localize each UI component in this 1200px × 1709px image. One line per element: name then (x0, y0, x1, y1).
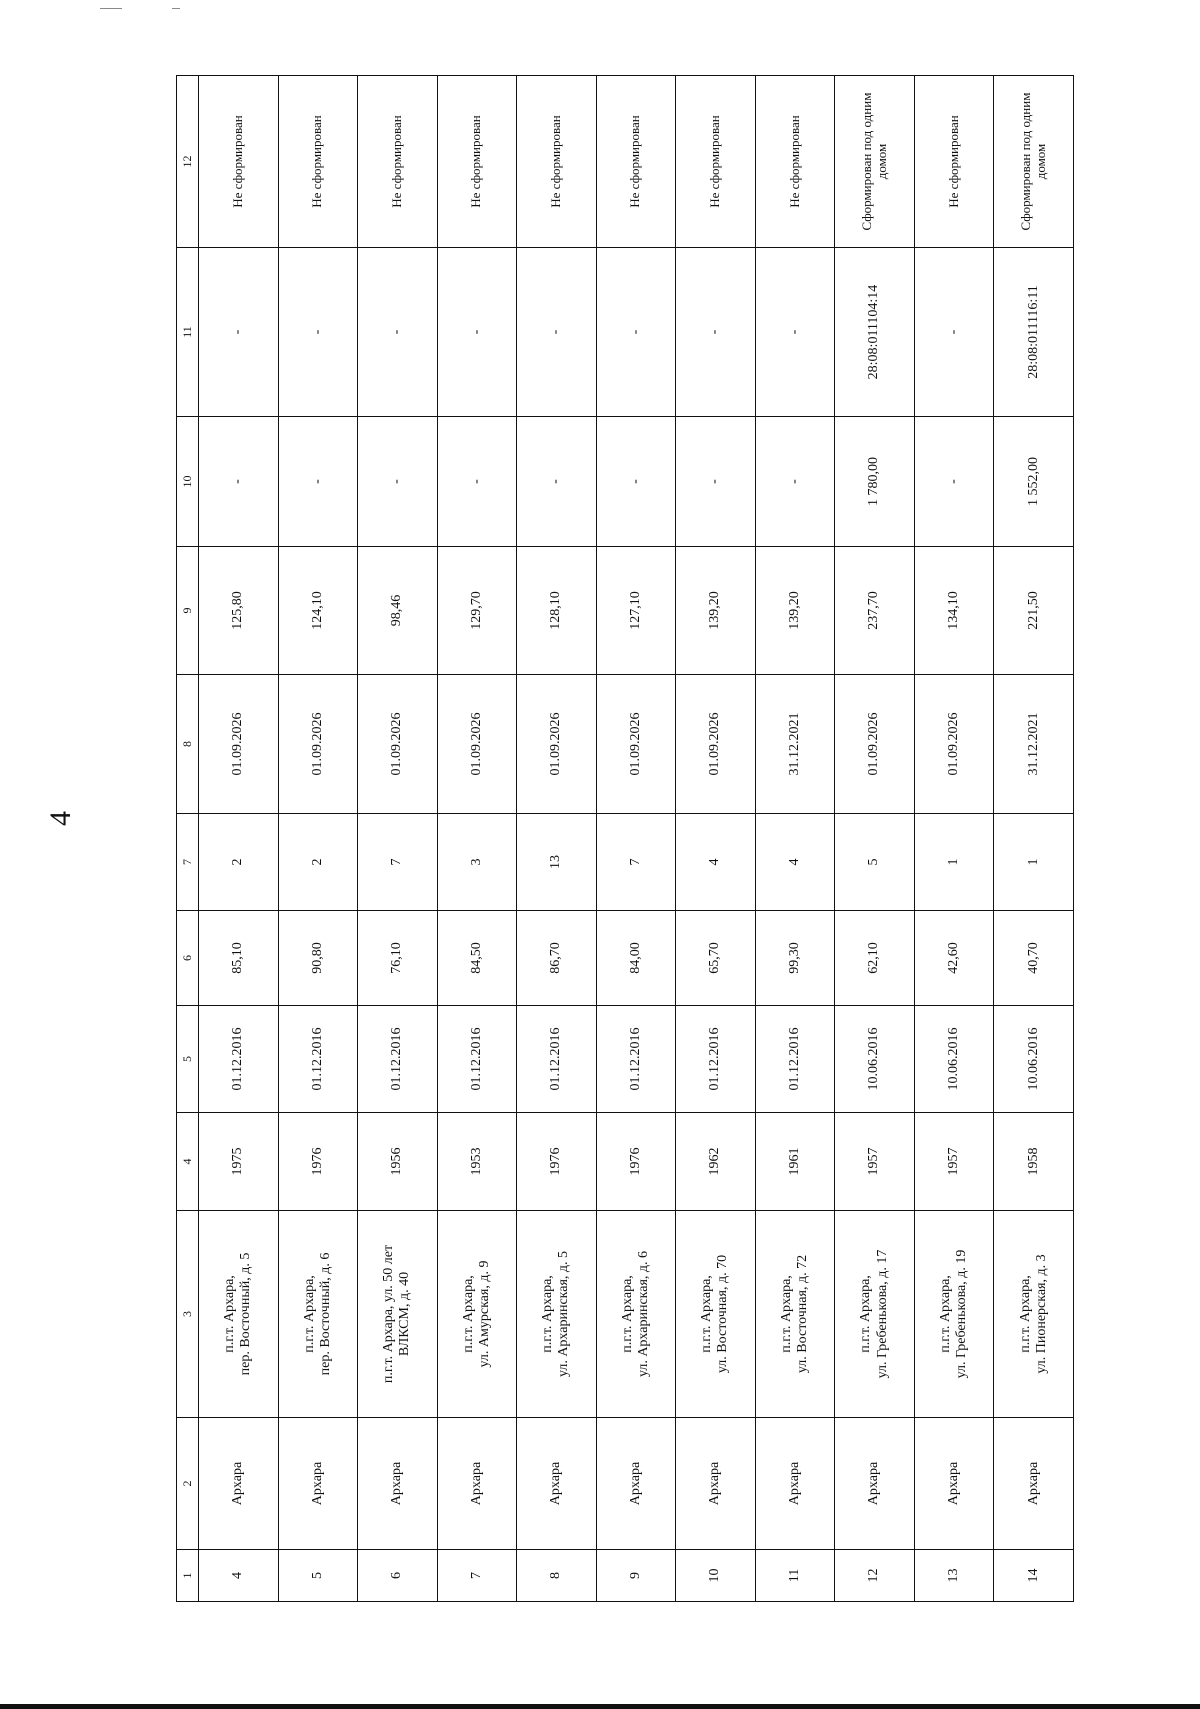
address-cell (358, 1211, 438, 1418)
column-number: 3 (177, 1211, 199, 1418)
residents-cell: 2 (199, 814, 279, 911)
deadline-cell: 01.09.2026 (676, 675, 756, 814)
table-row (437, 76, 517, 1602)
table-row (914, 76, 994, 1602)
cadastral-cell: - (278, 248, 358, 417)
address-cell (835, 1211, 915, 1418)
settlement-cell: Архара (994, 1418, 1074, 1550)
address-cell (994, 1211, 1074, 1418)
settlement-cell: Архара (676, 1418, 756, 1550)
row-number-cell: 10 (676, 1550, 756, 1602)
row-number-cell: 4 (199, 1550, 279, 1602)
residents-cell: 5 (835, 814, 915, 911)
settlement-cell: Архара (755, 1418, 835, 1550)
row-number-cell: 9 (596, 1550, 676, 1602)
area-resettled-cell: 86,70 (517, 911, 597, 1006)
date-recognized-cell: 01.12.2016 (596, 1006, 676, 1113)
settlement-cell: Архара (914, 1418, 994, 1550)
page-number: 4 (44, 811, 77, 826)
area-total-cell: 98,46 (358, 547, 438, 675)
address-line: п.г.т. Архара, (1017, 1275, 1033, 1353)
address-cell (199, 1211, 279, 1418)
residents-cell: 7 (596, 814, 676, 911)
year-cell: 1976 (278, 1113, 358, 1211)
land-area-cell: - (358, 417, 438, 547)
deadline-cell: 01.09.2026 (278, 675, 358, 814)
area-resettled-cell: 99,30 (755, 911, 835, 1006)
area-resettled-cell: 84,00 (596, 911, 676, 1006)
address-cell (437, 1211, 517, 1418)
land-status-cell: Сформирован под одним домом (994, 76, 1074, 248)
settlement-cell: Архара (596, 1418, 676, 1550)
scan-mark (100, 8, 122, 9)
cadastral-cell: - (596, 248, 676, 417)
table-row (835, 76, 915, 1602)
address-line: п.г.т. Архара, (540, 1275, 556, 1353)
deadline-cell: 01.09.2026 (914, 675, 994, 814)
area-resettled-cell: 65,70 (676, 911, 756, 1006)
residents-cell: 4 (755, 814, 835, 911)
address-line: ул. Амурская, д. 9 (476, 1260, 492, 1368)
address-cell (596, 1211, 676, 1418)
scan-mark (172, 8, 180, 9)
address-cell (517, 1211, 597, 1418)
deadline-cell: 31.12.2021 (755, 675, 835, 814)
land-area-cell: - (517, 417, 597, 547)
residents-cell: 4 (676, 814, 756, 911)
table-frame (176, 76, 1074, 1602)
year-cell: 1957 (835, 1113, 915, 1211)
address-line: п.г.т. Архара, ул. 50 лет (381, 1244, 397, 1384)
date-recognized-cell: 10.06.2016 (914, 1006, 994, 1113)
settlement-cell: Архара (517, 1418, 597, 1550)
land-status-cell: Не сформирован (755, 76, 835, 248)
row-number-cell: 11 (755, 1550, 835, 1602)
date-recognized-cell: 01.12.2016 (755, 1006, 835, 1113)
deadline-cell: 01.09.2026 (358, 675, 438, 814)
table-row (199, 76, 279, 1602)
date-recognized-cell: 10.06.2016 (835, 1006, 915, 1113)
area-total-cell: 134,10 (914, 547, 994, 675)
land-area-cell: - (914, 417, 994, 547)
table-row (676, 76, 756, 1602)
land-area-cell: - (676, 417, 756, 547)
settlement-cell: Архара (278, 1418, 358, 1550)
address-line: ул. Архаринская, д. 5 (556, 1250, 572, 1378)
settlement-cell: Архара (358, 1418, 438, 1550)
land-area-cell: 1 552,00 (994, 417, 1074, 547)
date-recognized-cell: 01.12.2016 (517, 1006, 597, 1113)
address-line: ул. Восточная, д. 72 (794, 1254, 810, 1374)
year-cell: 1962 (676, 1113, 756, 1211)
area-total-cell: 237,70 (835, 547, 915, 675)
deadline-cell: 31.12.2021 (994, 675, 1074, 814)
row-number-cell: 6 (358, 1550, 438, 1602)
address-line: п.г.т. Архара, (222, 1275, 238, 1353)
land-status-cell: Не сформирован (437, 76, 517, 248)
deadline-cell: 01.09.2026 (596, 675, 676, 814)
residents-cell: 3 (437, 814, 517, 911)
address-cell (278, 1211, 358, 1418)
cadastral-cell: 28:08:011104:14 (835, 248, 915, 417)
area-total-cell: 139,20 (676, 547, 756, 675)
column-number: 11 (177, 248, 199, 417)
address-line: ул. Архаринская, д. 6 (635, 1250, 651, 1378)
column-number: 10 (177, 417, 199, 547)
residents-cell: 1 (994, 814, 1074, 911)
land-status-cell: Не сформирован (517, 76, 597, 248)
area-total-cell: 125,80 (199, 547, 279, 675)
row-number-cell: 5 (278, 1550, 358, 1602)
address-line: п.г.т. Архара, (619, 1275, 635, 1353)
land-status-cell: Не сформирован (676, 76, 756, 248)
deadline-cell: 01.09.2026 (199, 675, 279, 814)
cadastral-cell: - (358, 248, 438, 417)
table-row (596, 76, 676, 1602)
settlement-cell: Архара (437, 1418, 517, 1550)
address-line: ВЛКСМ, д. 40 (397, 1271, 413, 1357)
area-resettled-cell: 62,10 (835, 911, 915, 1006)
year-cell: 1958 (994, 1113, 1074, 1211)
address-line: п.г.т. Архара, (460, 1275, 476, 1353)
scan-edge (0, 1704, 1200, 1709)
address-line: ул. Восточная, д. 70 (715, 1254, 731, 1374)
area-total-cell: 221,50 (994, 547, 1074, 675)
table-row (358, 76, 438, 1602)
date-recognized-cell: 01.12.2016 (358, 1006, 438, 1113)
deadline-cell: 01.09.2026 (835, 675, 915, 814)
deadline-cell: 01.09.2026 (437, 675, 517, 814)
area-resettled-cell: 85,10 (199, 911, 279, 1006)
area-total-cell: 139,20 (755, 547, 835, 675)
address-cell (755, 1211, 835, 1418)
address-line: пер. Восточный, д. 5 (238, 1252, 254, 1376)
address-line: ул. Гребенькова, д. 19 (954, 1249, 970, 1379)
land-status-cell: Сформирован под одним домом (835, 76, 915, 248)
address-line: п.г.т. Архара, (699, 1275, 715, 1353)
land-status-cell: Не сформирован (278, 76, 358, 248)
residents-cell: 13 (517, 814, 597, 911)
address-line: п.г.т. Архара, (858, 1275, 874, 1353)
column-number: 12 (177, 76, 199, 248)
area-resettled-cell: 76,10 (358, 911, 438, 1006)
area-resettled-cell: 84,50 (437, 911, 517, 1006)
cadastral-cell: - (755, 248, 835, 417)
land-area-cell: - (596, 417, 676, 547)
address-line: ул. Гребенькова, д. 17 (874, 1249, 890, 1379)
land-status-cell: Не сформирован (199, 76, 279, 248)
address-cell (676, 1211, 756, 1418)
date-recognized-cell: 01.12.2016 (199, 1006, 279, 1113)
row-number-cell: 12 (835, 1550, 915, 1602)
land-status-cell: Не сформирован (914, 76, 994, 248)
row-number-cell: 7 (437, 1550, 517, 1602)
deadline-cell: 01.09.2026 (517, 675, 597, 814)
land-area-cell: 1 780,00 (835, 417, 915, 547)
year-cell: 1976 (517, 1113, 597, 1211)
rotated-table-wrapper (176, 76, 1074, 1602)
cadastral-cell: - (676, 248, 756, 417)
column-number: 5 (177, 1006, 199, 1113)
column-number: 8 (177, 675, 199, 814)
table-row (517, 76, 597, 1602)
address-line: ул. Пионерская, д. 3 (1033, 1254, 1049, 1374)
cadastral-cell: - (199, 248, 279, 417)
year-cell: 1956 (358, 1113, 438, 1211)
address-line: п.г.т. Архара, (778, 1275, 794, 1353)
column-number: 2 (177, 1418, 199, 1550)
land-status-cell: Не сформирован (596, 76, 676, 248)
area-resettled-cell: 42,60 (914, 911, 994, 1006)
table-row (278, 76, 358, 1602)
year-cell: 1961 (755, 1113, 835, 1211)
column-number: 4 (177, 1113, 199, 1211)
address-line: п.г.т. Архара, (301, 1275, 317, 1353)
table-row (994, 76, 1074, 1602)
address-line: пер. Восточный, д. 6 (317, 1252, 333, 1376)
column-number: 6 (177, 911, 199, 1006)
year-cell: 1976 (596, 1113, 676, 1211)
row-number-cell: 13 (914, 1550, 994, 1602)
residents-cell: 7 (358, 814, 438, 911)
area-resettled-cell: 90,80 (278, 911, 358, 1006)
area-total-cell: 128,10 (517, 547, 597, 675)
area-total-cell: 129,70 (437, 547, 517, 675)
cadastral-cell: - (437, 248, 517, 417)
land-area-cell: - (755, 417, 835, 547)
column-number-row (177, 76, 199, 1602)
date-recognized-cell: 01.12.2016 (676, 1006, 756, 1113)
area-total-cell: 127,10 (596, 547, 676, 675)
area-resettled-cell: 40,70 (994, 911, 1074, 1006)
cadastral-cell: - (914, 248, 994, 417)
column-number: 7 (177, 814, 199, 911)
residents-cell: 1 (914, 814, 994, 911)
year-cell: 1975 (199, 1113, 279, 1211)
column-number: 9 (177, 547, 199, 675)
row-number-cell: 8 (517, 1550, 597, 1602)
housing-registry-table (176, 75, 1074, 1602)
year-cell: 1957 (914, 1113, 994, 1211)
table-row (755, 76, 835, 1602)
area-total-cell: 124,10 (278, 547, 358, 675)
settlement-cell: Архара (199, 1418, 279, 1550)
date-recognized-cell: 10.06.2016 (994, 1006, 1074, 1113)
address-line: п.г.т. Архара, (937, 1275, 953, 1353)
row-number-cell: 14 (994, 1550, 1074, 1602)
settlement-cell: Архара (835, 1418, 915, 1550)
address-cell (914, 1211, 994, 1418)
residents-cell: 2 (278, 814, 358, 911)
cadastral-cell: 28:08:011116:11 (994, 248, 1074, 417)
date-recognized-cell: 01.12.2016 (437, 1006, 517, 1113)
column-number: 1 (177, 1550, 199, 1602)
year-cell: 1953 (437, 1113, 517, 1211)
land-status-cell: Не сформирован (358, 76, 438, 248)
land-area-cell: - (437, 417, 517, 547)
date-recognized-cell: 01.12.2016 (278, 1006, 358, 1113)
land-area-cell: - (278, 417, 358, 547)
cadastral-cell: - (517, 248, 597, 417)
land-area-cell: - (199, 417, 279, 547)
